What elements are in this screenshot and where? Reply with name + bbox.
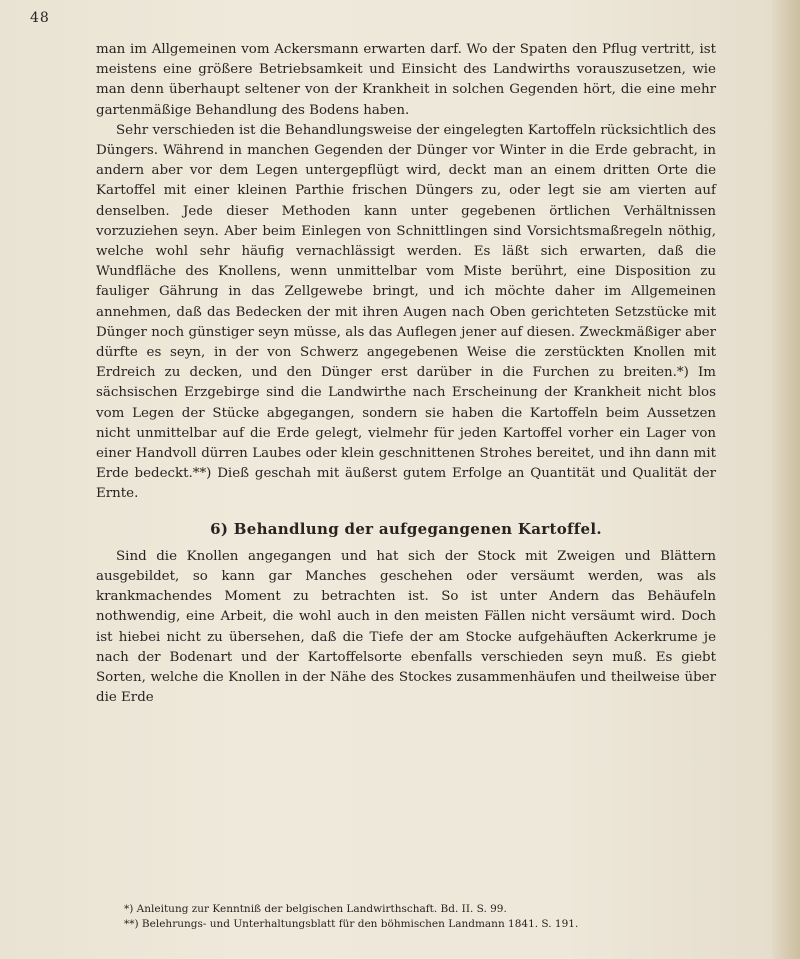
page-number: 48 bbox=[30, 10, 50, 26]
paragraph-2: Sehr verschieden ist die Behandlungsweise der eingelegten Kartoffeln rücksichtlich des Düngers. Während in manchen Gegenden der Dünger vor Winter in die Erde gebracht, in andern aber vor dem Legen untergepflügt wird, deckt man an einem dritten Orte die Kartoffel mit einer kleinen Parthie frischen Düngers zu, oder legt sie am vierten auf denselben. Jede dieser Methoden kann unter gegebenen örtlichen Verhältnissen vorzuziehen seyn. Aber beim Einlegen von Schnittlingen sind Vorsichtsmaßregeln nöthig, welche wohl sehr häufig vernachlässigt werden. Es läßt sich erwarten, daß die Wundfläche des Knollens, wenn unmittelbar vom Miste berührt, eine Disposition zu fauliger Gährung in das Zellgewebe bringt, und ich möchte daher im Allgemeinen annehmen, daß das Bedecken der mit ihren Augen nach Oben gerichteten Setzstücke mit Dünger noch günstiger seyn müsse, als das Auflegen jener auf diesen. Zweckmäßiger aber dürfte es seyn, in der von Schwerz angegebenen Weise die zerstückten Knollen mit Erdreich zu decken, und den Dünger erst darüber in die Furchen zu breiten.*) Im sächsischen Erzgebirge sind die Landwirthe nach Erscheinung der Krankheit nicht blos vom Legen der Stücke abgegangen, sondern sie haben die Kartoffeln beim Aussetzen nicht unmittelbar auf die Erde gelegt, vielmehr für jeden Kartoffel vorher ein Lager von einer Handvoll dürren Laubes oder klein geschnittenen Strohes bereitet, und ihn dann mit Erde bedeckt.**) Dieß geschah mit äußerst gutem Erfolge an Quantität und Qualität der Ernte. bbox=[96, 122, 716, 502]
footnote-2: **) Belehrungs- und Unterhaltungsblatt für den böhmischen Landmann 1841. S. 191. bbox=[124, 918, 579, 930]
section-paragraph: Sind die Knollen angegangen und hat sich der Stock mit Zweigen und Blättern ausgebildet, so kann gar Manches geschehen oder versäumt werden, was als krankmachendes Moment zu betrachten ist. So ist unter Andern das Behäufeln nothwendig, eine Arbeit, die wohl auch in den meisten Fällen nicht versäumt wird. Doch ist hiebei nicht zu übersehen, daß die Tiefe der am Stocke aufgehäuften Ackerkrume je nach der Bodenart und der Kartoffelsorte ebenfalls verschieden seyn muß. Es giebt Sorten, welche die Knollen in der Nähe des Stockes zusammenhäufen und theilweise über die Erde bbox=[96, 548, 716, 706]
page-edge bbox=[772, 0, 800, 959]
section-heading: 6) Behandlung der aufgegangenen Kartoffel. bbox=[210, 519, 602, 538]
body-text bbox=[96, 40, 716, 709]
paragraph-1: man im Allgemeinen vom Ackersmann erwarten darf. Wo der Spaten den Pflug vertritt, ist meistens eine größere Betriebsamkeit und Einsicht des Landwirths vorauszusetzen, wie man denn überhaupt seltener von der Krankheit in solchen Gegenden hört, die eine mehr gartenmäßige Behandlung des Bodens haben. bbox=[96, 42, 716, 118]
footnotes bbox=[124, 902, 714, 932]
footnote-1: *) Anleitung zur Kenntniß der belgischen Landwirthschaft. Bd. II. S. 99. bbox=[124, 903, 507, 915]
